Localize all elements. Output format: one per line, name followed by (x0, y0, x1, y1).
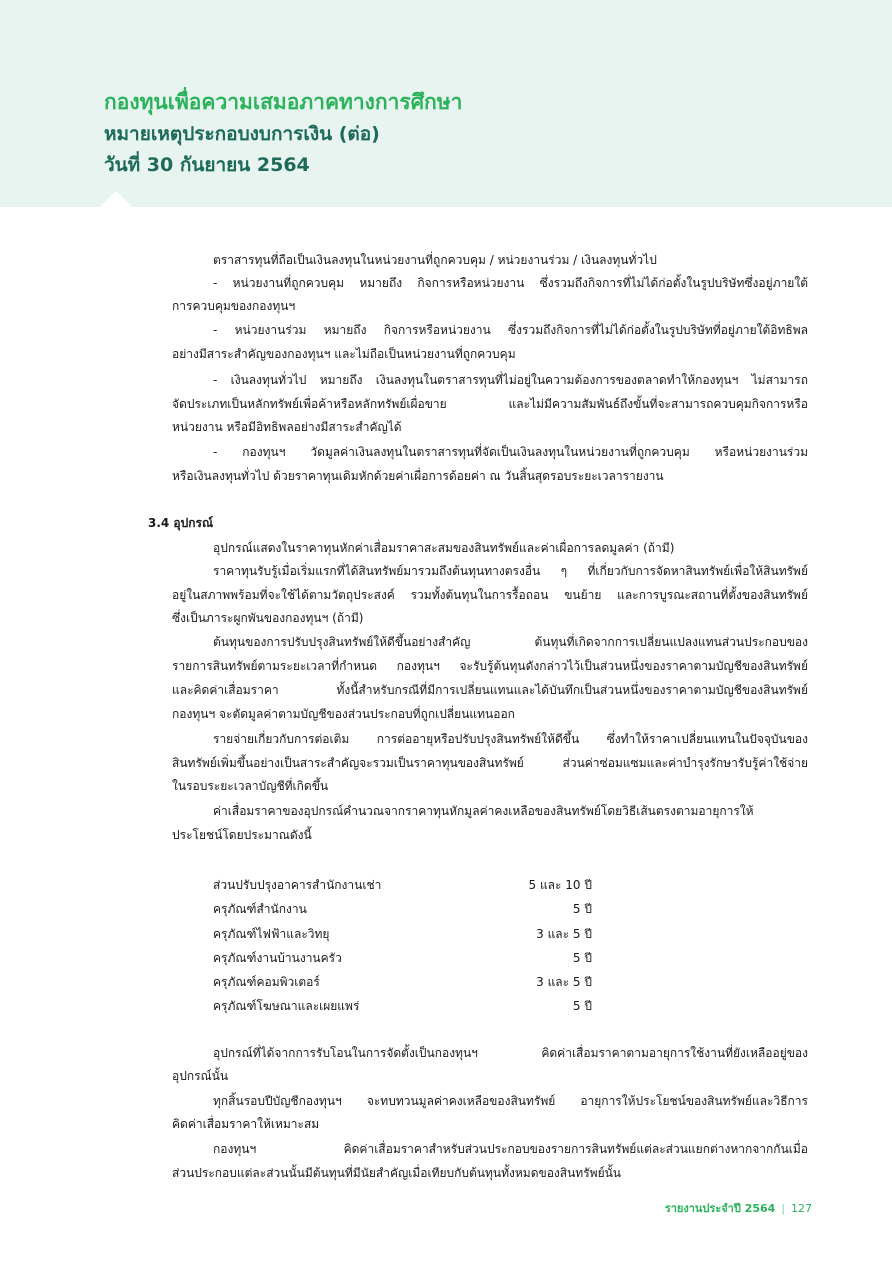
paragraph-line: การควบคุมของกองทุนฯ (172, 299, 296, 313)
asset-useful-life: 3 และ 5 ปี (536, 975, 592, 989)
paragraph-line: และคิดค่าเสื่อมราคา ทั้งนี้สำหรับกรณีที่มีการเปลี่ยนแทนและได้บันทึกเป็นส่วนหนึ่งของราคาตามบัญชีของสินทรัพย์ (172, 683, 808, 697)
asset-useful-life: 5 ปี (572, 951, 592, 965)
asset-useful-life: 5 และ 10 ปี (528, 878, 592, 892)
asset-item-label: ครุภัณฑ์ไฟฟ้าและวิทยุ (213, 927, 330, 941)
paragraph-line: รายจ่ายเกี่ยวกับการต่อเติม การต่ออายุหรือปรับปรุงสินทรัพย์ให้ดีขึ้น ซึ่งทำให้ราคาเปลี่ยนแทนในปัจจุบันของ (213, 732, 808, 746)
paragraph-line: ในรอบระยะเวลาบัญชีที่เกิดขึ้น (172, 779, 329, 793)
asset-useful-life: 5 ปี (572, 902, 592, 916)
asset-item-label: ครุภัณฑ์สำนักงาน (213, 902, 307, 916)
paragraph-line: - กองทุนฯ วัดมูลค่าเงินลงทุนในตราสารทุนที่จัดเป็นเงินลงทุนในหน่วยงานที่ถูกควบคุม หรือหน่วยงานร่วม (213, 445, 808, 459)
page-number: 127 (791, 1202, 812, 1215)
paragraph-line: กองทุนฯ จะตัดมูลค่าตามบัญชีของส่วนประกอบที่ถูกเปลี่ยนแทนออก (172, 707, 515, 721)
asset-item-label: ครุภัณฑ์งานบ้านงานครัว (213, 951, 342, 965)
document-subtitle: หมายเหตุประกอบงบการเงิน (ต่อ) (104, 123, 380, 145)
paragraph-line: ต้นทุนของการปรับปรุงสินทรัพย์ให้ดีขึ้นอย่างสำคัญ ต้นทุนที่เกิดจากการเปลี่ยนแปลงแทนส่วนประกอบของ (213, 635, 808, 649)
paragraph-line: ประโยชน์โดยประมาณดังนี้ (172, 828, 312, 842)
paragraph-line: ราคาทุนรับรู้เมื่อเริ่มแรกที่ได้สินทรัพย์มารวมถึงต้นทุนทางตรงอื่น ๆ ที่เกี่ยวกับการจัดหาสินทรัพย์เพื่อให้สินทรัพย์ (213, 564, 808, 578)
section-heading: 3.4 อุปกรณ์ (148, 516, 214, 530)
org-title: กองทุนเพื่อความเสมอภาคทางการศึกษา (104, 90, 463, 114)
paragraph-line: จัดประเภทเป็นหลักทรัพย์เพื่อค้าหรือหลักทรัพย์เผื่อขาย และไม่มีความสัมพันธ์ถึงขั้นที่จะสามารถควบคุมกิจการหรือ (172, 397, 808, 411)
paragraph-line: ส่วนประกอบแต่ละส่วนนั้นมีต้นทุนที่มีนัยสำคัญเมื่อเทียบกับต้นทุนทั้งหมดของสินทรัพย์นั้น (172, 1166, 622, 1180)
paragraph-line: - หน่วยงานร่วม หมายถึง กิจการหรือหน่วยงาน ซึ่งรวมถึงกิจการที่ไม่ได้ก่อตั้งในรูปบริษัทที่อยู่ภายใต้อิทธิพล (213, 323, 808, 337)
paragraph-line: - หน่วยงานที่ถูกควบคุม หมายถึง กิจการหรือหน่วยงาน ซึ่งรวมถึงกิจการที่ไม่ได้ก่อตั้งในรูปบริษัทซึ่งอยู่ภายใต้ (213, 276, 808, 290)
asset-item-label: ครุภัณฑ์โฆษณาและเผยแพร่ (213, 999, 360, 1013)
paragraph-line: อย่างมีสาระสำคัญของกองทุนฯ และไม่ถือเป็นหน่วยงานที่ถูกควบคุม (172, 347, 516, 361)
paragraph-line: อุปกรณ์แสดงในราคาทุนหักค่าเสื่อมราคาสะสมของสินทรัพย์และค่าเผื่อการลดมูลค่า (ถ้ามี) (213, 541, 675, 555)
paragraph-line: สินทรัพย์เพิ่มขึ้นอย่างเป็นสาระสำคัญจะรวมเป็นราคาทุนของสินทรัพย์ ส่วนค่าซ่อมแซมและค่าบำรุงรักษารับรู้ค่าใช้จ่าย (172, 756, 808, 770)
paragraph-line: ซึ่งเป็นภาระผูกพันของกองทุนฯ (ถ้ามี) (172, 611, 364, 625)
paragraph-line: รายการสินทรัพย์ตามระยะเวลาที่กำหนด กองทุนฯ จะรับรู้ต้นทุนดังกล่าวไว้เป็นส่วนหนึ่งของราคาตามบัญชีของสินทรัพย์ (172, 659, 808, 673)
footer-separator: | (781, 1202, 785, 1215)
paragraph-line: คิดค่าเสื่อมราคาให้เหมาะสม (172, 1117, 320, 1131)
paragraph-line: อยู่ในสภาพพร้อมที่จะใช้ได้ตามวัตถุประสงค์ รวมทั้งต้นทุนในการรื้อถอน ขนย้าย และการบูรณะสถานที่ตั้งของสินทรัพย์ (172, 588, 808, 602)
asset-item-label: ส่วนปรับปรุงอาคารสำนักงานเช่า (213, 878, 382, 892)
paragraph-line: อุปกรณ์ที่ได้จากการรับโอนในการจัดตั้งเป็นกองทุนฯ คิดค่าเสื่อมราคาตามอายุการใช้งานที่ยังเหลืออยู่ของ (213, 1046, 808, 1060)
paragraph-line: หน่วยงาน หรือมีอิทธิพลอย่างมีสาระสำคัญได้ (172, 420, 402, 434)
asset-useful-life: 5 ปี (572, 999, 592, 1013)
footer-report-label: รายงานประจำปี 2564 (664, 1202, 776, 1215)
asset-item-label: ครุภัณฑ์คอมพิวเตอร์ (213, 975, 320, 989)
paragraph-line: กองทุนฯ คิดค่าเสื่อมราคาสำหรับส่วนประกอบของรายการสินทรัพย์แต่ละส่วนแยกต่างหากจากกันเมื่อ (213, 1142, 808, 1156)
page-footer (665, 1199, 812, 1217)
paragraph-line: ตราสารทุนที่ถือเป็นเงินลงทุนในหน่วยงานที่ถูกควบคุม / หน่วยงานร่วม / เงินลงทุนทั่วไป (213, 253, 657, 267)
paragraph-line: ค่าเสื่อมราคาของอุปกรณ์คำนวณจากราคาทุนหักมูลค่าคงเหลือของสินทรัพย์โดยวิธีเส้นตรงตามอายุการให้ (213, 804, 754, 818)
document-date: วันที่ 30 กันยายน 2564 (104, 154, 310, 176)
paragraph-line: - เงินลงทุนทั่วไป หมายถึง เงินลงทุนในตราสารทุนที่ไม่อยู่ในความต้องการของตลาดทำให้กองทุนฯ ไม่สามารถ (213, 373, 808, 387)
paragraph-line: ทุกสิ้นรอบปีบัญชีกองทุนฯ จะทบทวนมูลค่าคงเหลือของสินทรัพย์ อายุการให้ประโยชน์ของสินทรัพย์และวิธีการ (213, 1094, 808, 1108)
asset-useful-life: 3 และ 5 ปี (536, 927, 592, 941)
paragraph-line: อุปกรณ์นั้น (172, 1069, 229, 1083)
paragraph-line: หรือเงินลงทุนทั่วไป ด้วยราคาทุนเดิมหักด้วยค่าเผื่อการด้อยค่า ณ วันสิ้นสุดรอบระยะเวลารายงาน (172, 469, 664, 483)
